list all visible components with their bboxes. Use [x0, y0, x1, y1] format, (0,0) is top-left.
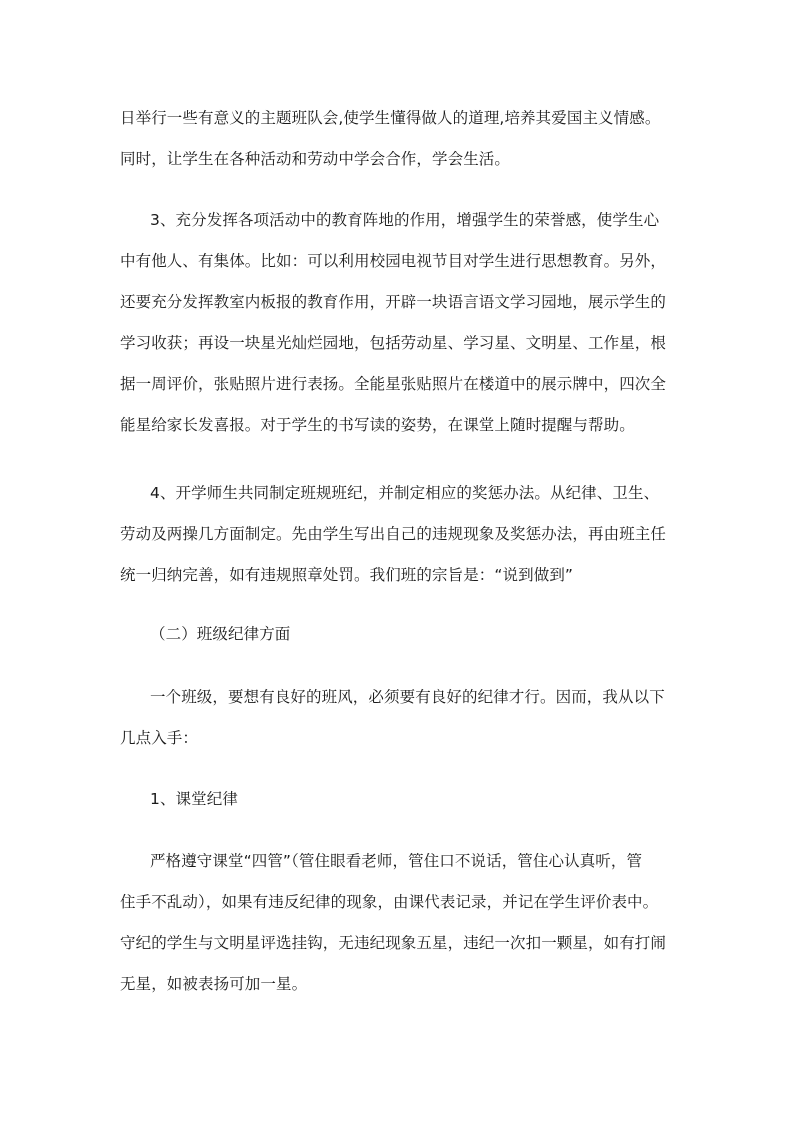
section-heading: （二）班级纪律方面	[150, 625, 291, 643]
paragraph-line: 学习收获；再设一块星光灿烂园地，包括劳动星、学习星、文明星、工作星，根	[120, 334, 667, 352]
paragraph-line: 3、充分发挥各项活动中的教育阵地的作用，增强学生的荣誉感，使学生心	[150, 211, 660, 229]
paragraph-line: 住手不乱动），如果有违反纪律的现象，由课代表记录，并记在学生评价表中。	[120, 893, 659, 911]
paragraph-line: 劳动及两操几方面制定。先由学生写出自己的违规现象及奖惩办法，再由班主任	[120, 525, 667, 543]
paragraph-line: 还要充分发挥教室内板报的教育作用，开辟一块语言语文学习园地，展示学生的	[120, 293, 667, 311]
paragraph-line: 能星给家长发喜报。对于学生的书写读的姿势，在课堂上随时提醒与帮助。	[120, 416, 635, 434]
paragraph-line: 一个班级，要想有良好的班风，必须要有良好的纪律才行。因而，我从以下	[150, 688, 665, 706]
paragraph-line: 4、开学师生共同制定班规班纪，并制定相应的奖惩办法。从纪律、卫生、	[150, 484, 660, 502]
paragraph-line: 几点入手：	[120, 729, 199, 747]
paragraph-line: 日举行一些有意义的主题班队会,使学生懂得做人的道理,培养其爱国主义情感。	[120, 109, 661, 127]
paragraph-line: 同时，让学生在各种活动和劳动中学会合作，学会生活。	[120, 150, 511, 168]
paragraph-line: 守纪的学生与文明星评选挂钩，无违纪现象五星，违纪一次扣一颗星，如有打闹	[120, 934, 667, 952]
paragraph-line: 据一周评价，张贴照片进行表扬。全能星张贴照片在楼道中的展示牌中，四次全	[120, 375, 667, 393]
paragraph-line: 中有他人、有集体。比如：可以利用校园电视节目对学生进行思想教育。另外，	[120, 252, 667, 270]
paragraph-line: 无星，如被表扬可加一星。	[120, 975, 308, 993]
subsection-heading: 1、课堂纪律	[150, 790, 238, 808]
paragraph-line: 严格遵守课堂“四管”（管住眼看老师，管住口不说话，管住心认真听，管	[150, 852, 643, 870]
paragraph-line: 统一归纳完善，如有违规照章处罚。我们班的宗旨是：“说到做到”	[120, 566, 574, 584]
